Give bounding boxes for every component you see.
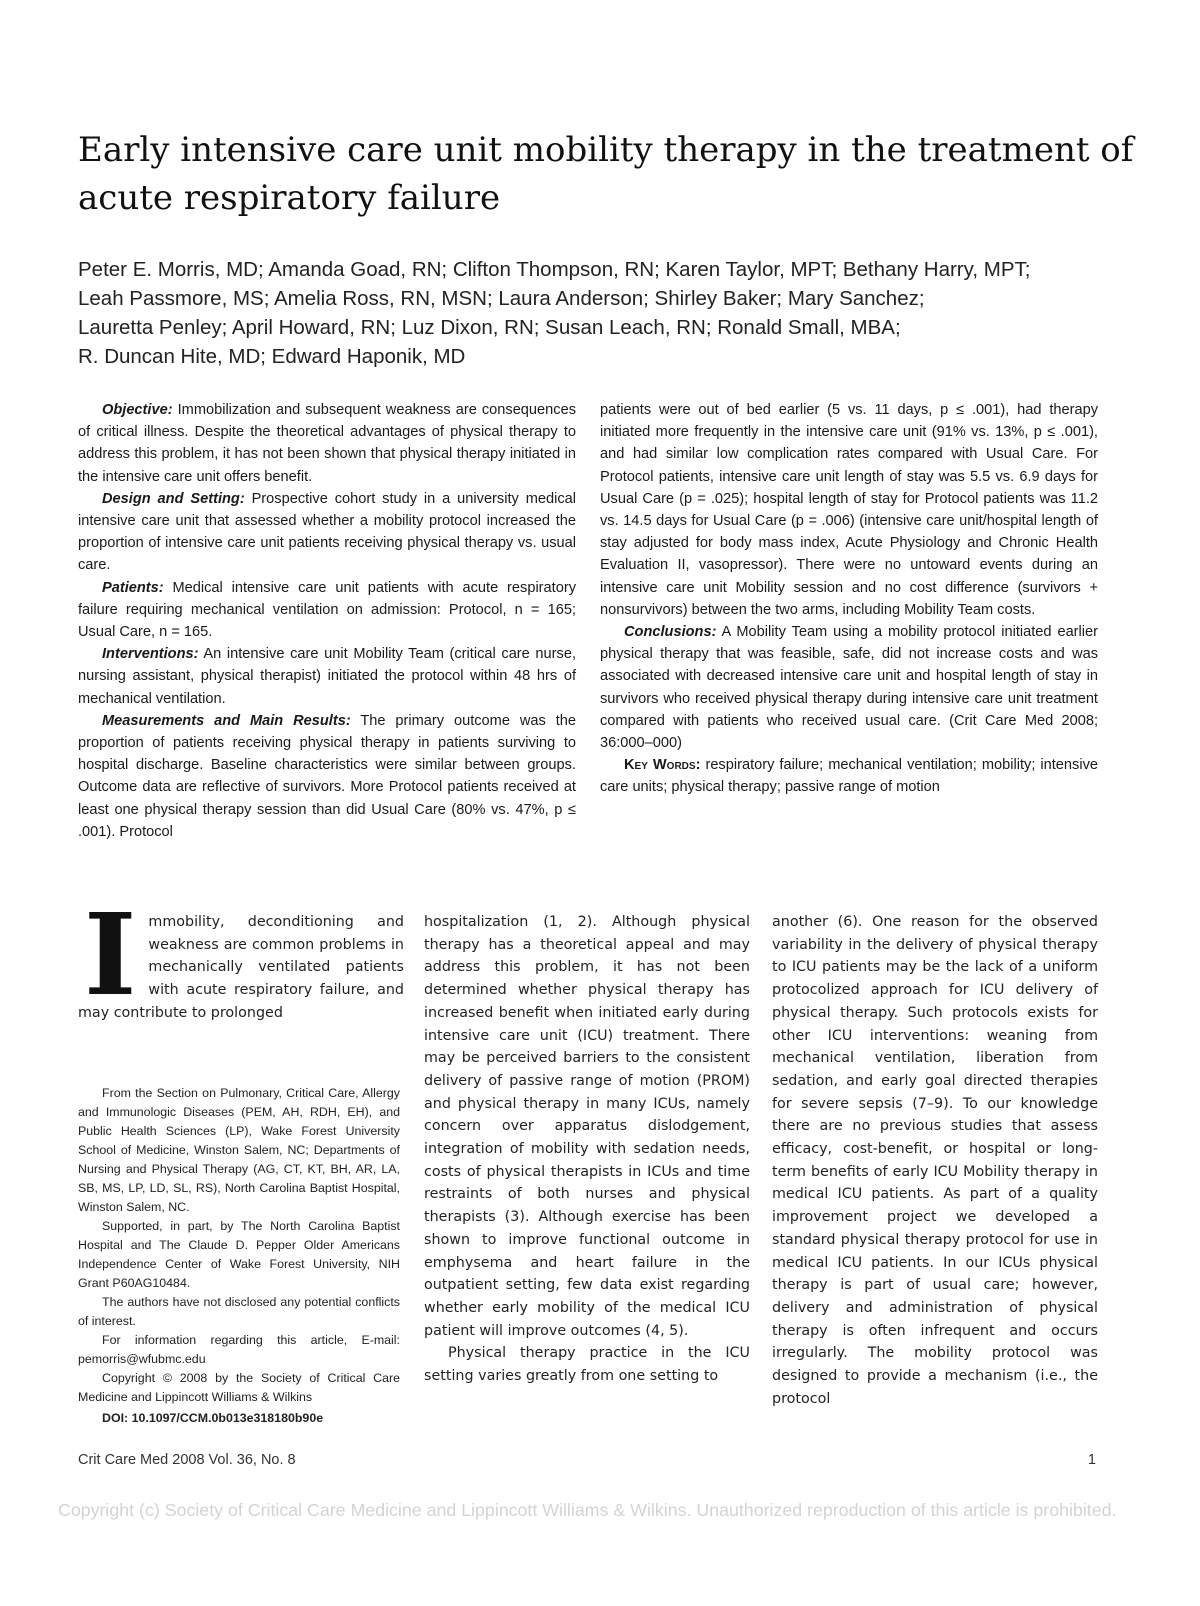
body-column-2: [424, 911, 750, 1388]
footnotes: [78, 1084, 400, 1428]
abstract-keywords: [600, 754, 1098, 798]
article-title-line-2: acute respiratory failure: [78, 178, 501, 218]
abstract-design: [78, 488, 576, 577]
author-line: Leah Passmore, MS; Amelia Ross, RN, MSN; Laura Anderson; Shirley Baker; Mary Sanchez;: [78, 287, 925, 310]
journal-citation-footer: Crit Care Med 2008 Vol. 36, No. 8: [78, 1452, 296, 1468]
abstract-column-right: [600, 399, 1098, 799]
author-line: Lauretta Penley; April Howard, RN; Luz Dixon, RN; Susan Leach, RN; Ronald Small, MBA;: [78, 316, 901, 339]
body-paragraph: hospitalization (1, 2). Although physical therapy has a theoretical appeal and may address this problem, it has not been determined whether physical therapy has increased benefit when initiated early during intensive care unit (ICU) treatment. There may be perceived barriers to the consistent delivery of passive range of motion (PROM) and physical therapy in many ICUs, namely concern over apparatus dislodgement, integration of mobility with sedation needs, costs of physical therapists in ICUs and time restraints of both nurses and physical therapists (3). Although exercise has been shown to improve functional outcome in emphysema and heart failure in the outpatient setting, few data exist regarding whether early mobility of the medical ICU patient will improve outcomes (4, 5).: [424, 914, 750, 1339]
abstract-patients: [78, 577, 576, 644]
footnote-copyright: Copyright © 2008 by the Society of Critical Care Medicine and Lippincott Williams & Wilkins: [78, 1371, 400, 1404]
abstract-label: Conclusions:: [624, 624, 717, 641]
abstract-label: Objective:: [102, 402, 173, 418]
footnote-affiliation: From the Section on Pulmonary, Critical Care, Allergy and Immunologic Diseases (PEM, AH, RDH, EH), and Public Health Sciences (LP), Wake Forest University School of Medicine, Winston Salem, NC; Departments of Nursing and Physical Therapy (AG, CT, KT, BH, AR, LA, SB, MS, LP, LD, SL, RS), North Carolina Baptist Hospital, Winston Salem, NC.: [78, 1086, 400, 1214]
article-title: [78, 126, 1138, 222]
abstract-objective: [78, 399, 576, 488]
abstract-text: An intensive care unit Mobility Team (critical care nurse, nursing assistant, physical therapist) initiated the protocol within 48 hrs of mechanical ventilation.: [78, 646, 576, 707]
page-number: 1: [1087, 1452, 1096, 1468]
intro-text: mmobility, deconditioning and weakness are common problems in mechanically ventilated patients with acute respiratory failure, and may contribute to prolonged: [78, 914, 404, 1021]
abstract-interventions: [78, 643, 576, 710]
abstract-text: A Mobility Team using a mobility protocol initiated earlier physical therapy that was feasible, safe, did not increase costs and was associated with decreased intensive care unit and hospital length of stay in survivors who received physical therapy during intensive care unit treatment compared with patients who received usual care. (Crit Care Med 2008; 36:000–000): [600, 624, 1098, 752]
footnote-support: Supported, in part, by The North Carolina Baptist Hospital and The Claude D. Pepper Older Americans Independence Center of Wake Forest University, NIH Grant P60AG10484.: [78, 1219, 400, 1290]
author-line: Peter E. Morris, MD; Amanda Goad, RN; Clifton Thompson, RN; Karen Taylor, MPT; Bethany Harry, MPT;: [78, 258, 1031, 281]
abstract-results-continued: patients were out of bed earlier (5 vs. 11 days, p ≤ .001), had therapy initiated more frequently in the intensive care unit (91% vs. 13%, p ≤ .001), and had similar low complication rates compared with Usual Care. For Protocol patients, intensive care unit length of stay was 5.5 vs. 6.9 days for Usual Care (p = .025); hospital length of stay for Protocol patients was 11.2 vs. 14.5 days for Usual Care (p = .006) (intensive care unit/hospital length of stay adjusted for body mass index, Acute Physiology and Chronic Health Evaluation II, vasopressor). There were no untoward events during an intensive care unit Mobility session and no cost difference (survivors + nonsurvivors) between the two arms, including Mobility Team costs.: [600, 402, 1098, 618]
abstract-text: Medical intensive care unit patients with acute respiratory failure requiring mechanical ventilation on admission: Protocol, n = 165; Usual Care, n = 165.: [78, 579, 576, 641]
footnote-doi: DOI: 10.1097/CCM.0b013e318180b90e: [102, 1411, 324, 1425]
author-line: R. Duncan Hite, MD; Edward Haponik, MD: [78, 345, 466, 368]
body-paragraph: Physical therapy practice in the ICU setting varies greatly from one setting to: [424, 1345, 750, 1385]
body-column-1: [78, 890, 404, 1025]
author-list: [78, 255, 1138, 371]
abstract-measurements: [78, 710, 576, 843]
abstract-label: Patients:: [102, 579, 164, 596]
footnote-contact: For information regarding this article, E-mail: pemorris@wfubmc.edu: [78, 1333, 400, 1366]
abstract-label: Measurements and Main Results:: [102, 712, 351, 729]
abstract-label: Interventions:: [102, 646, 199, 663]
abstract-text: The primary outcome was the proportion of patients receiving physical therapy in patients surviving to hospital discharge. Baseline characteristics were similar between groups. Outcome data are reflective of survivors. More Protocol patients received at least one physical therapy session than did Usual Care (80% vs. 47%, p ≤ .001). Protocol: [78, 712, 576, 840]
abstract-text: Immobilization and subsequent weakness are consequences of critical illness. Despite the theoretical advantages of physical therapy to address this problem, it has not been shown that physical therapy initiated in the intensive care unit offers benefit.: [78, 402, 576, 485]
intro-paragraph: [78, 890, 404, 1025]
keywords-text: respiratory failure; mechanical ventilation; mobility; intensive care units; physical therapy; passive range of motion: [600, 757, 1098, 796]
abstract-conclusions: [600, 621, 1098, 754]
keywords-label: Key Words:: [624, 757, 701, 774]
copyright-watermark: Copyright (c) Society of Critical Care Medicine and Lippincott Williams & Wilkins. Unauthorized reproduction of this article is prohibited.: [58, 1500, 1117, 1520]
drop-cap: I: [84, 890, 137, 1021]
body-paragraph: another (6). One reason for the observed variability in the delivery of physical therapy to ICU patients may be the lack of a uniform protocolized approach for ICU delivery of physical therapy. Such protocols exists for other ICU interventions: weaning from mechanical ventilation, liberation from sedation, and early goal directed therapies for severe sepsis (7–9). To our knowledge there are no previous studies that assess efficacy, cost-benefit, or hospital or long-term benefits of early ICU Mobility therapy in medical ICU patients. As part of a quality improvement project we developed a standard physical therapy protocol for use in medical ICU patients. In our ICUs physical therapy is part of usual care; however, delivery and administration of physical therapy is often infrequent and occurs irregularly. The mobility protocol was designed to provide a mechanism (i.e., the protocol: [772, 914, 1098, 1407]
abstract-text: Prospective cohort study in a university medical intensive care unit that assessed whether a mobility protocol increased the proportion of intensive care unit patients receiving physical therapy vs. usual care.: [78, 490, 576, 574]
abstract-label: Design and Setting:: [102, 490, 245, 507]
footnote-conflicts: The authors have not disclosed any potential conflicts of interest.: [78, 1295, 400, 1328]
abstract-column-left: [78, 399, 576, 843]
article-title-line-1: Early intensive care unit mobility therapy in the treatment of: [78, 130, 1134, 170]
body-column-3: [772, 911, 1098, 1410]
